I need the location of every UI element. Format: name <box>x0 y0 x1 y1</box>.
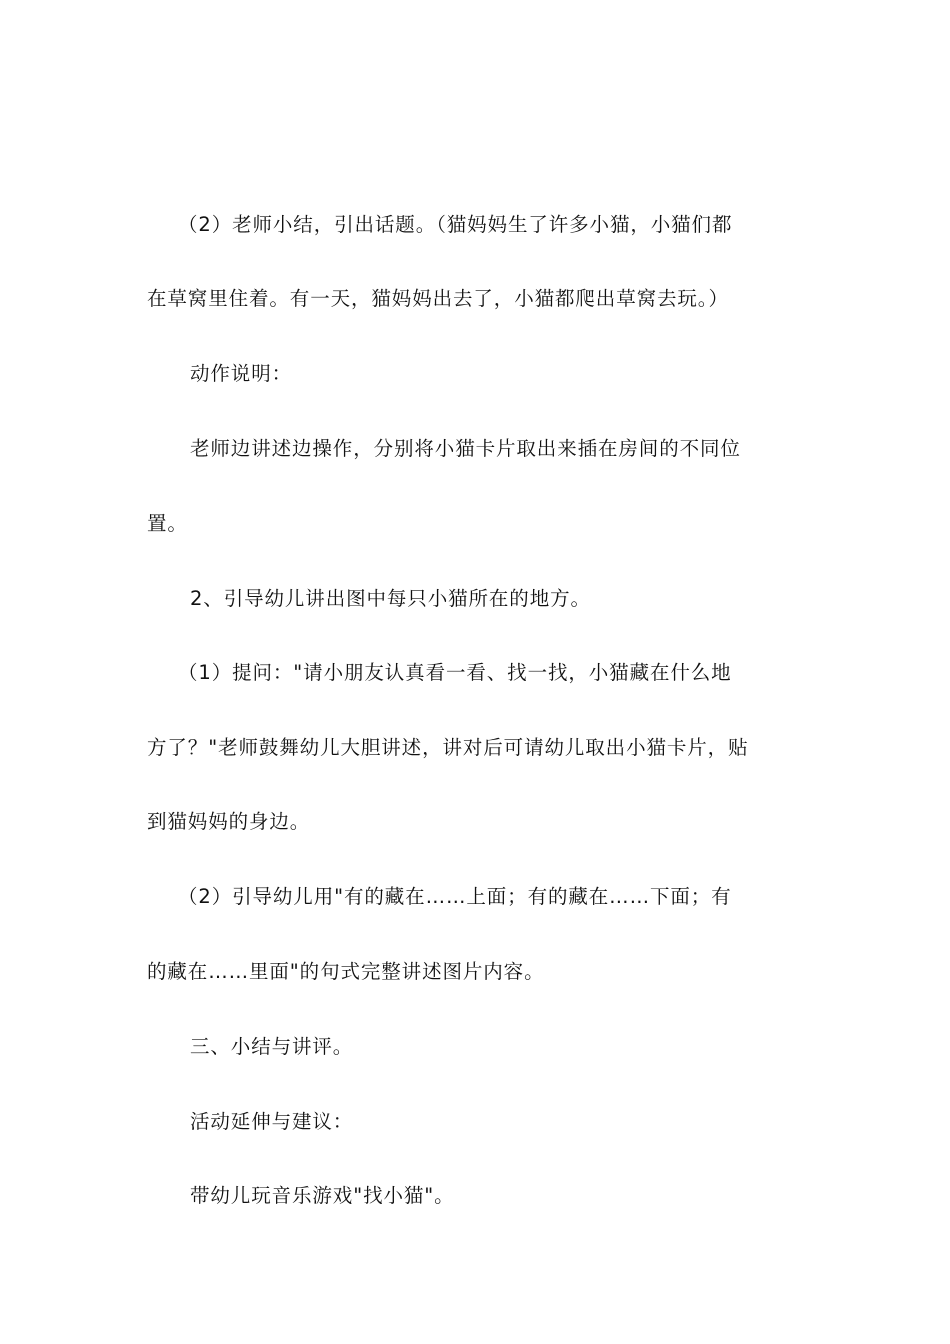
section-heading: 动作说明： <box>190 362 293 385</box>
paragraph-line: 老师边讲述边操作，分别将小猫卡片取出来插在房间的不同位 <box>190 437 741 460</box>
paragraph-line: （1）提问："请小朋友认真看一看、找一找，小猫藏在什么地 <box>178 661 732 684</box>
paragraph-line: （2）老师小结，引出话题。（猫妈妈生了许多小猫，小猫们都 <box>178 213 733 236</box>
paragraph-line: 的藏在……里面"的句式完整讲述图片内容。 <box>147 960 545 983</box>
paragraph-line: 方了？"老师鼓舞幼儿大胆讲述，讲对后可请幼儿取出小猫卡片，贴 <box>147 736 749 759</box>
paragraph-line: 置。 <box>147 512 188 535</box>
paragraph-line: 到猫妈妈的身边。 <box>147 810 311 833</box>
section-heading: 活动延伸与建议： <box>190 1110 354 1133</box>
section-heading: 2、引导幼儿讲出图中每只小猫所在的地方。 <box>190 587 591 610</box>
section-heading: 三、小结与讲评。 <box>190 1035 354 1058</box>
paragraph-line: 在草窝里住着。有一天，猫妈妈出去了，小猫都爬出草窝去玩。） <box>147 287 729 310</box>
paragraph-line: （2）引导幼儿用"有的藏在……上面；有的藏在……下面；有 <box>178 885 732 908</box>
paragraph-line: 带幼儿玩音乐游戏"找小猫"。 <box>190 1184 455 1207</box>
